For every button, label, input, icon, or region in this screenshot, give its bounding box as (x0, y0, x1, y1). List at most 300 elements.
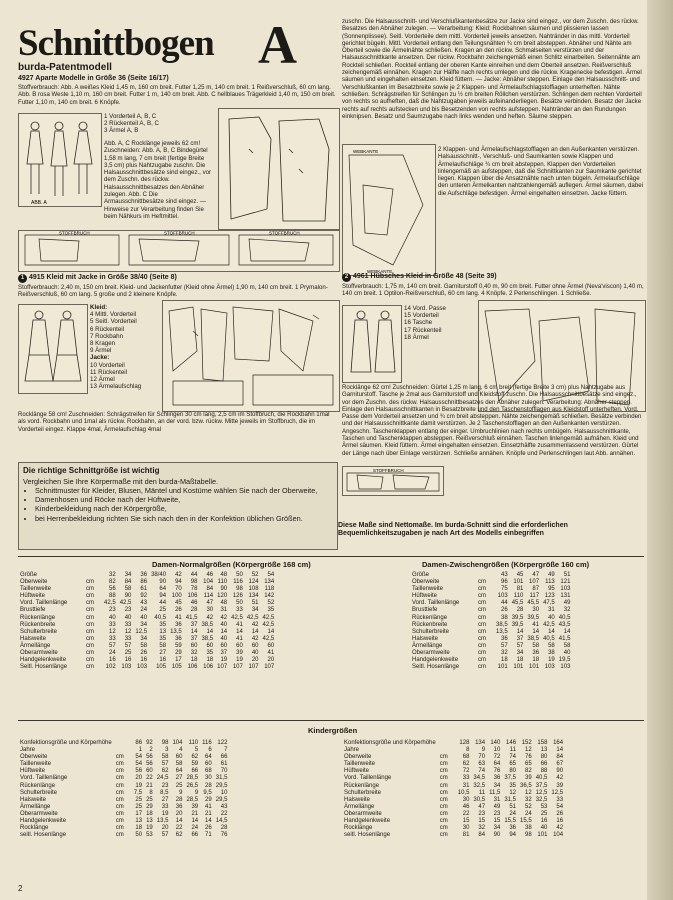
table-cell: 21 (146, 782, 153, 789)
table-cell: 103 (121, 664, 132, 671)
table-cell: 14 (236, 628, 243, 635)
table-cell: 32 (563, 607, 571, 614)
table-cell: 37 (190, 635, 198, 642)
model-4961-parts-list (404, 305, 474, 341)
table-cell: 26 (205, 825, 212, 832)
table-cell: 16 (556, 818, 564, 825)
table-header-jahre-label: Jahre (20, 747, 36, 754)
table-cell: 65 (509, 761, 517, 768)
table-cell: 62 (191, 754, 199, 761)
table-header-unit (114, 740, 132, 747)
table-cell: 76 (493, 768, 501, 775)
table-cell: 100 (171, 593, 182, 600)
table-cell: 8,5 (160, 789, 169, 796)
table-cell: 14 (548, 628, 555, 635)
table-row (18, 768, 229, 775)
table-cell: 78 (190, 586, 198, 593)
table-cell: 64 (159, 586, 167, 593)
model-4915-jacket-pattern (342, 144, 436, 276)
table-cell: 38 (501, 614, 508, 621)
table-header-size: 134 (475, 740, 486, 746)
table-cell: 66 (540, 761, 548, 768)
table-row-unit: cm (478, 664, 486, 671)
table-cell: 96 (501, 579, 508, 586)
table-row-unit: cm (439, 754, 448, 761)
table-cell: 42,5 (104, 600, 116, 607)
table-cell: 19 (548, 657, 555, 664)
table-cell: 58 (175, 761, 183, 768)
model-4915-text: Stoffverbrauch: 2,40 m, 150 cm breit. Kleid- und Jackenfutter (Kleid ohne Ärmel) 1,90 m, 140 cm breit. 1 Prymalon-Reißverschluß, 60 cm lang. 5 große und 2 kleinere Knöpfe. (18, 284, 328, 299)
table-row (410, 615, 572, 622)
table-cell: 142 (264, 593, 275, 600)
table-cell: 107 (248, 664, 259, 671)
table-cell: 38,5 (496, 621, 508, 628)
table-header-size: 47 (532, 572, 540, 578)
table-row-label: Rocklänge (344, 825, 373, 832)
table-row (18, 607, 276, 614)
table-cell: 30 (462, 825, 470, 832)
table-cell: 32 (525, 796, 532, 803)
table-header-label: Konfektionsgröße und Körperhöhe (20, 740, 112, 746)
table-cell: 88 (540, 768, 548, 775)
table-cell: 13,5 (156, 818, 169, 825)
table-cell: 51 (509, 803, 517, 810)
table-cell: 14 (206, 628, 214, 635)
table-cell: 87 (532, 586, 540, 593)
table-cell: 25 (159, 607, 167, 614)
size-hint-item: • Schnittmuster für Kleider, Blusen, Mäntel und Kostüme wählen Sie nach der Oberweite, (35, 486, 337, 495)
table-row-label: Taillenweite (344, 761, 376, 768)
table-row-unit: cm (478, 650, 486, 657)
table-cell: 56 (146, 754, 153, 761)
table-row-unit: cm (86, 586, 94, 593)
table-cell: 63 (478, 761, 486, 768)
table-row (18, 832, 229, 839)
table-cell: 60 (175, 754, 183, 761)
table-cell: 58 (532, 642, 540, 649)
table-row-label: Schulterbreite (412, 628, 450, 635)
table-header-size: 44 (190, 572, 198, 578)
table-row-unit: cm (115, 775, 124, 782)
table-header-jahre: 10 (493, 747, 501, 754)
table-cell: 20 (135, 775, 143, 782)
table-cell: 94 (175, 579, 182, 586)
table-normal (18, 572, 276, 671)
table-cell: 25 (146, 796, 153, 803)
table-cell: 32,5 (473, 782, 486, 789)
table-row (18, 579, 276, 586)
table-cell: 34 (493, 825, 501, 832)
table-row-unit: cm (86, 621, 94, 628)
table-cell: 33 (161, 803, 169, 810)
part-item: 11 Rückenteil (90, 368, 128, 376)
stoffbruch-label: STOFFBRUCH (269, 230, 300, 236)
table-row (342, 818, 565, 825)
table-row (18, 586, 276, 593)
table-row-unit: cm (478, 657, 486, 664)
size-hint-title: Die richtige Schnittgröße ist wichtig (23, 466, 160, 475)
table-cell: 67 (556, 761, 564, 768)
table-row-unit: cm (478, 642, 486, 649)
table-cell: 38 (525, 825, 532, 832)
part-item: 7 Rockbahn (90, 332, 124, 340)
table-cell: 104 (553, 832, 564, 839)
table-cell: 16 (540, 818, 548, 825)
table-row (342, 825, 565, 832)
table-header-size: 51 (563, 572, 571, 578)
table-cell: 47 (206, 600, 214, 607)
table-cell: 57 (124, 642, 132, 649)
table-cell: 16 (109, 657, 116, 664)
table-header-jahre: 12 (525, 747, 532, 754)
table-cell: 42,5 (119, 600, 132, 607)
pattern-sheet-letter: A (258, 15, 297, 75)
table-cell: 40 (124, 614, 132, 621)
table-row-label: Hüftweite (412, 593, 438, 600)
table-row-label: Rückenbreite (20, 621, 56, 628)
table-cell: 90 (493, 832, 501, 839)
table-cell: 23 (493, 810, 501, 817)
table-row-unit: cm (439, 782, 448, 789)
table-row (18, 600, 276, 607)
table-cell: 9,5 (203, 789, 212, 796)
table-row-label: Hüftweite (20, 593, 46, 600)
table-cell: 103 (137, 664, 148, 671)
model-4915-pattern-diagram (162, 300, 340, 412)
table-cell: 18 (190, 657, 198, 664)
table-header-label: Größe (412, 572, 430, 578)
table-row (342, 790, 565, 797)
table-row-unit: cm (439, 775, 448, 782)
size-hint-list (19, 486, 337, 523)
table-cell: 36,5 (520, 782, 532, 789)
table-cell: 31 (220, 607, 228, 614)
table-cell: 92 (140, 593, 148, 600)
table-cell: 58 (124, 586, 132, 593)
table-cell: 33 (124, 635, 132, 642)
table-cell: 76 (525, 754, 532, 761)
table-row (410, 593, 572, 600)
table-row-label: Taillenweite (20, 761, 52, 768)
part-item: 15 Vorderteil (404, 312, 439, 320)
table-cell: 9 (179, 789, 183, 796)
table-header-jahre-label: Jahre (344, 747, 360, 754)
table-cell: 53 (146, 832, 153, 839)
table-cell: 34 (251, 607, 259, 614)
table-cell: 43,5 (558, 621, 571, 628)
table-row-unit: cm (478, 614, 486, 621)
table-cell: 12,5 (135, 628, 148, 635)
table-row-unit: cm (115, 782, 124, 789)
table-row-unit: cm (478, 579, 486, 586)
table-row (410, 664, 572, 671)
table-row-unit: cm (115, 803, 124, 810)
table-cell: 26 (556, 810, 564, 817)
table-header-size: 164 (553, 740, 564, 746)
model-4961-cutting-text: Rocklänge 62 cm! Zuschneiden: Gürtel 1,25 m lang, 6 cm breit (fertige Breite 3 cm) plus Nahtzugabe aus Garniturstoff. Tasche je 2mal aus Garniturstoff und Kleidstoff zuschn. Die Halsausschnittbesätze sind eingez., vor dem Zuschn. des rückw. Halsausschnittbesatzes den Abnäher zulegen. Verarbeitung: Abnäher steppen. Einlage den Halsausschnittkanten in Besatzbreite und den Taschenstofflagen aus Kleidstoff unterheften. Vord. Passe dem Vorderteil ansetzen und ¾ cm breit absteppen. Nähte zeichengemäß schließen. Besätze verbinden und der Halsausschnittkante damit verstürzen. Je 2 Taschenstofflagen an den Außenkanten verstürzen. Angeschn. Taschenklappen entlang der einger. Umbruchlinien nach rechts umbügeln. Halsausschnittkante, Taschen und Taschenklappen absteppen. Reißverschluß einnähen. Taschen linlengemäß aufnähen. Kleid und Ärmel säumen. Kleid füttern. Ärmel eingehalten einsetzen. Einsetzhälfte zusammenlassend verstürzen. Gürtel der Länge nach über Einlage verstürzen. Schließe annähen. Knöpfe und Perlenschlingen laut Abb. annähen. (342, 384, 642, 457)
table-cell: 124 (248, 579, 259, 586)
table-row (342, 754, 565, 761)
table-cell: 32,5 (535, 796, 548, 803)
table-header-size: 32 (109, 572, 116, 578)
table-cell: 14 (175, 818, 183, 825)
table-cell: 29 (205, 796, 212, 803)
table-row-unit: cm (86, 593, 94, 600)
model-4915-figure-illustration (18, 304, 88, 394)
table-cell: 50 (135, 832, 143, 839)
table-cell: 40,5 (535, 775, 548, 782)
table-cell: 80 (540, 754, 548, 761)
table-row-unit: cm (478, 607, 486, 614)
table-cell: 15,5 (520, 818, 532, 825)
table-cell: 27 (159, 650, 167, 657)
table-row (18, 650, 276, 657)
table-cell: 113 (545, 579, 555, 586)
model-4927-text: Stoffverbrauch: Abb. A weißes Kleid 1,45 m, 160 cm breit. Futter 1,25 m, 140 cm breit. 1 Reißverschluß, 60 cm lang. Abb. B rosa Weste 1,10 m, 160 cm breit. Futter 1 m, 140 cm breit. Abb. C hellblaues Trägerkleid 1,40 m, 150 cm breit. Futter 1,10 m, 140 cm breit. 6 Knöpfe. (18, 84, 336, 106)
table-header-jahre: 2 (149, 747, 153, 754)
part-item: 10 Vorderteil (90, 361, 125, 369)
table-cell: 26 (140, 650, 148, 657)
table-cell: 94 (509, 832, 517, 839)
table-cell: 51 (251, 600, 259, 607)
table-row (18, 775, 229, 782)
table-cell: 57 (109, 642, 116, 649)
table-row-label: Oberarmweite (344, 810, 382, 817)
table-cell: 25 (175, 782, 183, 789)
table-cell: 28 (516, 607, 524, 614)
table-cell: 106 (203, 664, 214, 671)
instructions-continued-text: zuschn. Die Halsausschnitt- und Verschlußkantenbesätze zur Jacke sind eingez., vor dem Zuschn. des rückw. Besatzes den Abnäher zulegen. — Verarbeitung: Kleid: Rockbahnen säumen und plissieren lassen (Sonnenplissee). Seitl. Vorderteile dem mittl. Vorderteil jeweils ansetzen. Nahtränder in das mittl. Vorderteil gerichtet bügeln. Mittl. Vorderteil entlang den Teilungsnähten ¾ cm breit absteppen. Abnäher und Nähte am Oberteil sowie die Ärmelnähte schließen. Kragen an den rückw. Schmalseiten verstürzen und der Halsausschnittkante ansetzen. Der rückw. Rockbahn zeichengemäß einen Schlitz einarbeiten. Seitennähte am Rockteil schließen. Rockteil entlang der oberen Kante einreihen und dem Oberteil ansetzen. Reißverschluß zeichengemäß einnähen. Kragen zur Hälfte nach rechts umlegen und die rückw. Kragenecke befestigen. Ärmel säumen und eingehalten einsetzen. Kleid füttern. — Jacke: Abnäher steppen. Einlage den Halsausschnitt- und Verschlußkanten im Besatzbreite sowie je 2 Klappen- und Ärmelaufschlagstoffiagen unterheften. Nähte schließen. Schrägstreifen für Schlingen zu ½ cm breiten Röllchen verstürzen. Schlingen dem rechten Vorderteil von rechts so aufheften, daß die Nahtzugaben jeweils aufeinanderliegen. Besätze verbinden. Besatz der Jacke rechts auf rechts aufstecken und bis Besetzenden von rechts aufsteppen. Nahtränder an den Rundungen einknipsen. Besatz und Saumzugabe nach links wenden und heften. Säume steppen. (342, 18, 642, 120)
table-cell: 28 (220, 825, 228, 832)
table-cell: 35 (267, 607, 275, 614)
table-row-unit: cm (86, 642, 94, 649)
table-header-size: 110 (188, 740, 199, 746)
table-cell: 40 (540, 825, 548, 832)
table-cell: 35 (159, 635, 167, 642)
table-cell: 13,5 (170, 628, 182, 635)
table-cell: 40 (251, 650, 259, 657)
table-cell: 42 (251, 635, 259, 642)
table-cell: 47,5 (543, 600, 555, 607)
table-normal-title: Damen-Normalgrößen (Körpergröße 168 cm) (152, 560, 311, 569)
table-cell: 46 (190, 600, 198, 607)
table-row (410, 622, 572, 629)
table-cell: 13,5 (496, 628, 508, 635)
table-row-unit: cm (86, 607, 94, 614)
table-cell: 118 (264, 586, 275, 593)
table-cell: 42,5 (543, 621, 555, 628)
table-cell: 20 (161, 825, 169, 832)
table-cell: 15 (493, 818, 501, 825)
table-cell: 98 (525, 832, 532, 839)
table-header-jahre: 6 (208, 747, 212, 754)
table-cell: 19,5 (558, 657, 571, 664)
table-header-jahre: 7 (224, 747, 228, 754)
table-cell: 16 (159, 657, 167, 664)
table-cell: 32 (478, 825, 486, 832)
table-cell: 76 (220, 832, 228, 839)
table-header-jahre: 3 (165, 747, 169, 754)
table-row-unit: cm (115, 796, 124, 803)
table-header-size: 92 (146, 740, 153, 746)
table-row (410, 657, 572, 664)
table-cell: 68 (462, 754, 470, 761)
table-cell: 22 (175, 825, 183, 832)
table-cell: 14 (267, 628, 275, 635)
table-cell: 32 (190, 650, 198, 657)
table-row-label: Vord. Taillenlänge (20, 600, 68, 607)
model-4961-heading (342, 273, 644, 282)
part-item: 12 Ärmel (90, 376, 115, 384)
table-cell: 26 (501, 607, 508, 614)
table-cell: 14 (532, 628, 540, 635)
table-kinder-title: Kindergrößen (308, 726, 358, 735)
table-cell: 33 (109, 635, 116, 642)
page-fold-shadow (647, 0, 673, 900)
table-cell: 26 (175, 607, 182, 614)
part-item: 17 Rückenteil (404, 326, 442, 334)
table-row (18, 615, 276, 622)
table-cell: 101 (529, 664, 540, 671)
table-cell: 98 (190, 579, 198, 586)
table-cell: 35 (159, 621, 167, 628)
table-cell: 41 (236, 635, 243, 642)
table-cell: 57 (501, 642, 508, 649)
table-cell: 42,5 (262, 621, 275, 628)
table-cell: 28 (175, 796, 183, 803)
table-cell: 81 (462, 832, 470, 839)
table-row-unit: cm (86, 614, 94, 621)
table-row-unit: cm (478, 593, 486, 600)
table-cell: 106 (187, 664, 198, 671)
table-row (18, 783, 229, 790)
table-cell: 107 (264, 664, 275, 671)
table-cell: 70 (478, 754, 486, 761)
part-item: 3 Ärmel A, B (104, 127, 139, 135)
table-row-unit: cm (86, 628, 94, 635)
part-item: 16 Tasche (404, 319, 433, 327)
table-row (410, 586, 572, 593)
table-row-unit: cm (86, 657, 94, 664)
table-cell: 74 (478, 768, 486, 775)
model-4961-layout-diagram (342, 466, 444, 496)
table-cell: 114 (203, 593, 214, 600)
table-cell: 52 (267, 600, 275, 607)
table-row-label: Rückenlänge (344, 782, 380, 789)
table-header-size: 128 (459, 740, 470, 746)
table-cell: 70 (220, 768, 228, 775)
table-zwischen (410, 572, 572, 671)
table-row-unit: cm (115, 768, 124, 775)
table-cell: 54 (135, 754, 143, 761)
table-cell: 12 (525, 789, 532, 796)
table-cell: 12 (509, 789, 517, 796)
table-cell: 14 (563, 628, 571, 635)
table-header-size: 45 (516, 572, 524, 578)
table-cell: 19 (220, 657, 228, 664)
table-cell: 56 (146, 761, 153, 768)
part-item: 14 Vord. Passe (404, 305, 446, 312)
table-cell: 20 (175, 810, 183, 817)
table-cell: 53 (540, 803, 548, 810)
table-cell: 52 (525, 803, 532, 810)
table-header-size: 50 (236, 572, 243, 578)
table-cell: 37 (220, 650, 228, 657)
table-cell: 21 (191, 810, 199, 817)
table-cell: 19 (146, 825, 153, 832)
table-header-size: 104 (172, 740, 183, 746)
table-cell: 22 (462, 810, 470, 817)
table-row-label: seitl. Hosenlänge (344, 832, 391, 839)
table-cell: 27 (161, 796, 169, 803)
table-cell: 66 (220, 754, 228, 761)
model-4927-heading: 4927 Aparte Modelle in Größe 36 (Seite 16/17) (18, 75, 169, 82)
table-cell: 107 (529, 579, 540, 586)
webkante-label: WEBKANTE (353, 149, 379, 154)
model-4961-text: Stoffverbrauch: 1,75 m, 140 cm breit. Garniturstoff 0,40 m, 90 cm breit. Futter ohne Ärmel (Neva'viscon) 1,40 m, 140 cm breit. 1 Optilon-Reißverschluß, 60 cm lang. 4 Knöpfe. 2 Perlenschlingen. 1 Schließe. (342, 283, 644, 298)
table-row-label: Oberweite (412, 579, 440, 586)
table-cell: 35 (206, 650, 214, 657)
table-cell: 14,5 (215, 818, 228, 825)
instructions-jacket-text: 2 Klappen- und Ärmelaufschlagstofflagen an den Außenkanten verstürzen. Halsausschnitt-, Verschluß- und Saumkanten sowie Klappen und Ärmelaufschläge ¾ cm breit absteppen. Klappen den Vorderteilen linlengemäß an aufsteppen, daß die Schnittkanten zur Saumkante gerichtet liegen. Klappen über die Ansatznähte nach unten bügeln. Ärmelaufschläge den unteren Ärmelkanten nahtzahlengemäß auflegen. Ärmel säumen, dabei die Aufschläge befestigen. Ärmel eingehalten einsetzen. Jacke füttern. (438, 146, 643, 197)
table-header-size: 46 (206, 572, 214, 578)
table-cell: 10 (220, 789, 228, 796)
table-cell: 40,5 (543, 635, 555, 642)
table-cell: 28,5 (186, 775, 199, 782)
table-row (410, 579, 572, 586)
table-cell: 65 (525, 761, 532, 768)
model-4961-title: 4961 Hübsches Kleid in Größe 48 (Seite 39) (353, 273, 497, 280)
table-row (18, 811, 229, 818)
table-row-label: Handgelenkweite (344, 818, 391, 825)
table-row-label: Oberweite (20, 579, 48, 586)
table-cell: 25 (135, 803, 143, 810)
table-row (342, 768, 565, 775)
table-cell: 101 (497, 664, 508, 671)
table-cell: 36 (493, 775, 501, 782)
table-header-label: Größe (20, 572, 38, 578)
table-cell: 44 (159, 600, 167, 607)
table-cell: 59 (191, 761, 199, 768)
table-cell: 31 (548, 607, 555, 614)
table-row-unit: cm (86, 650, 94, 657)
table-cell: 38,5 (527, 635, 540, 642)
table-row-unit: cm (439, 810, 448, 817)
table-row (342, 811, 565, 818)
table-header-size: 158 (537, 740, 548, 746)
model-4927-parts-list (104, 113, 214, 135)
table-row-label: Taillenweite (20, 586, 52, 593)
table-row-label: Rückenbreite (412, 621, 448, 628)
model-4915-parts-list (90, 304, 160, 390)
table-cell: 84 (478, 832, 486, 839)
stoffbruch-label: STOFFBRUCH (59, 230, 90, 236)
table-cell: 28,5 (186, 796, 199, 803)
table-row (18, 790, 229, 797)
table-cell: 37 (190, 621, 198, 628)
table-row (342, 761, 565, 768)
table-cell: 31,5 (215, 775, 228, 782)
table-row-label: Schulterbreite (344, 789, 382, 796)
table-header-size: 98 (161, 740, 169, 746)
table-cell: 17 (135, 810, 143, 817)
table-cell: 62 (175, 832, 183, 839)
webkante-label: WEBKANTE (367, 269, 393, 274)
table-row-unit: cm (439, 832, 448, 839)
table-cell: 44 (501, 600, 508, 607)
table-header-size: 43 (501, 572, 508, 578)
table-cell: 33 (462, 775, 470, 782)
